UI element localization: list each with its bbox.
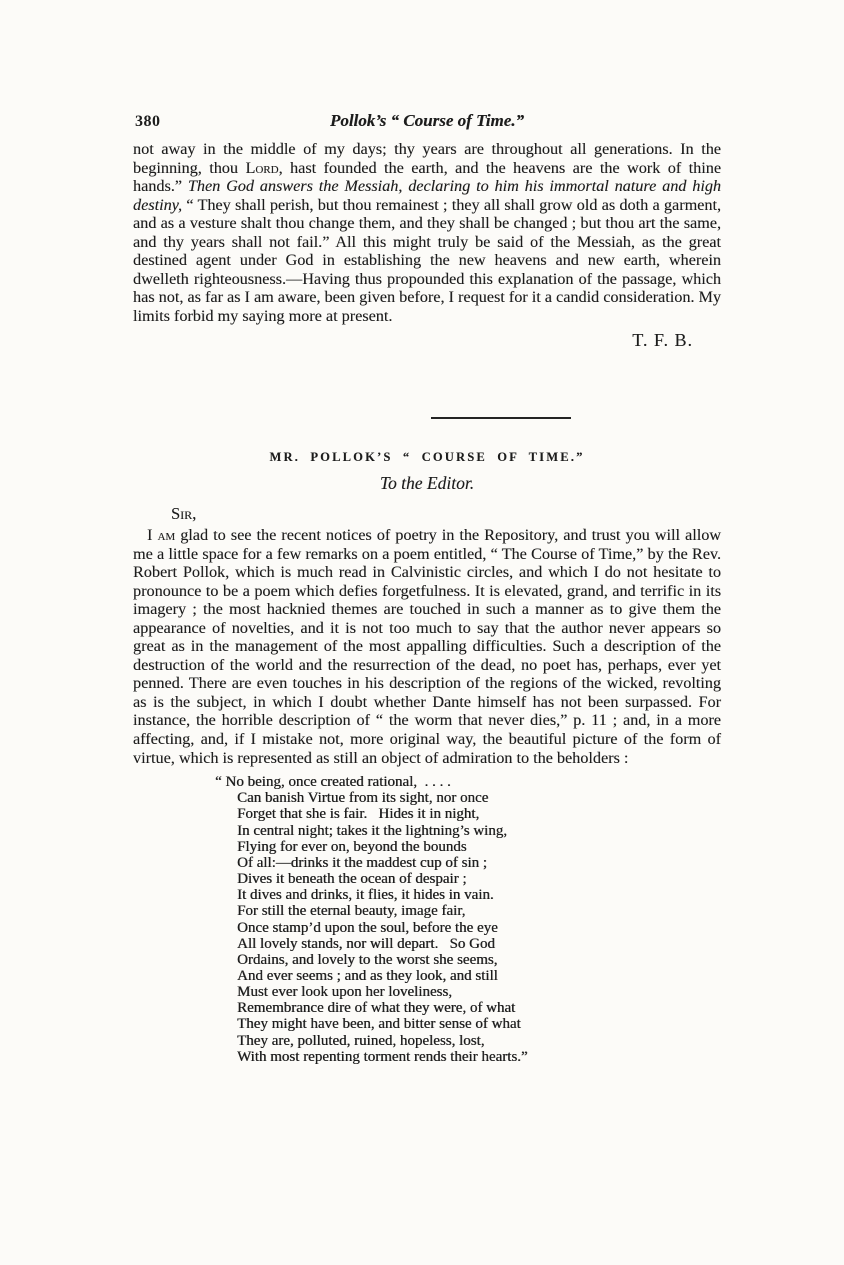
poem-line: Remembrance dire of what they were, of what — [237, 1000, 516, 1017]
poem-line: Once stamp’d upon the soul, before the eye — [237, 919, 498, 936]
text-segment: , hast founded the earth, and the heavens are the work of thine hands.” — [133, 158, 721, 196]
address-line: To the Editor. — [379, 473, 475, 493]
text-segment: I — [147, 526, 158, 544]
article-heading: MR. POLLOK’S “ COURSE OF TIME.” — [269, 450, 585, 464]
text-segment: “ They shall perish, but thou remainest ; they all shall grow old as doth a garment, and as a vesture shalt thou change them, and they shall be changed ; but thou art the same, and thy years shall not fail.” All this might truly be said of the Messiah, as the great destined agent under God in establishing the new heavens and new earth, wherein dwelleth righteousness.—Having thus propounded this explanation of the passage, which has not, as far as I am aware, been given before, I request for it a candid consideration. My limits forbid my saying more at present. — [133, 195, 721, 325]
reply-article — [133, 140, 721, 351]
text-segment: Lord — [245, 158, 279, 177]
poem-line: They are, polluted, ruined, hopeless, lost, — [237, 1032, 485, 1049]
section-divider-rule — [431, 417, 571, 419]
poem-line: They might have been, and bitter sense of what — [237, 1016, 521, 1033]
poem-line: Flying for ever on, beyond the bounds — [237, 838, 467, 855]
salutation: Sir, — [171, 504, 197, 523]
poem-line: Of all:—drinks it the maddest cup of sin ; — [237, 854, 487, 871]
text-segment: am — [157, 526, 176, 544]
poem-line: With most repenting torment rends their hearts.” — [237, 1048, 528, 1065]
letter-article — [133, 450, 721, 1065]
poem-line: “ No being, once created rational, . . . . — [215, 774, 451, 791]
poem-line: All lovely stands, nor will depart. So God — [237, 935, 495, 952]
poem-line: And ever seems ; and as they look, and still — [237, 967, 498, 984]
poem-line: Dives it beneath the ocean of despair ; — [237, 871, 467, 888]
poem-quote — [215, 774, 721, 1065]
poem-line: Can banish Virtue from its sight, nor once — [237, 790, 489, 807]
poem-line: It dives and drinks, it flies, it hides in vain. — [237, 887, 494, 904]
text-segment: Then God answers the Messiah, declaring to him his immortal nature and high destiny, — [133, 177, 722, 214]
poem-line: Forget that she is fair. Hides it in night, — [237, 806, 480, 823]
poem-line: Ordains, and lovely to the worst she seems, — [237, 951, 498, 968]
text-segment: glad to see the recent notices of poetry in the Repository, and trust you will allow me a little space for a few remarks on a poem entitled, “ The Course of Time,” by the Rev. Robert Pollok, which is much read in Calvinistic circles, and which I do not hesitate to pronounce to be a poem which defies forgetfulness. It is elevated, grand, and terrific in its imagery ; the most hacknied themes are touched in such a manner as to give them the appearance of novelties, and it is not too much to say that the author never appears so great as in the management of the most appalling difficulties. Such a description of the destruction of the world and the resurrection of the dead, no poet has, perhaps, ever yet penned. There are even touches in his description of the regions of the wicked, revolting as is the subject, in which I doubt whether Dante himself has not been surpassed. For instance, the horrible description of “ the worm that never dies,” p. 11 ; and, in a more affecting, and, if I mistake not, more original way, the beautiful picture of the form of virtue, which is represented as still an object of admiration to the beholders : — [133, 526, 721, 767]
text-segment: not away in the middle of my days; thy years are throughout all generations. In the beginning, thou — [133, 140, 721, 177]
poem-line: In central night; takes it the lightning’s wing, — [237, 822, 507, 839]
page-number: 380 — [135, 113, 161, 130]
running-title: Pollok’s “ Course of Time.” — [329, 111, 525, 130]
reply-body-paragraph — [133, 140, 721, 325]
poem-line: Must ever look upon her loveliness, — [237, 984, 452, 1001]
page-header — [133, 111, 721, 135]
letter-body-paragraph — [133, 526, 721, 767]
poem-line: For still the eternal beauty, image fair, — [237, 903, 466, 920]
reply-signature: T. F. B. — [632, 330, 693, 351]
